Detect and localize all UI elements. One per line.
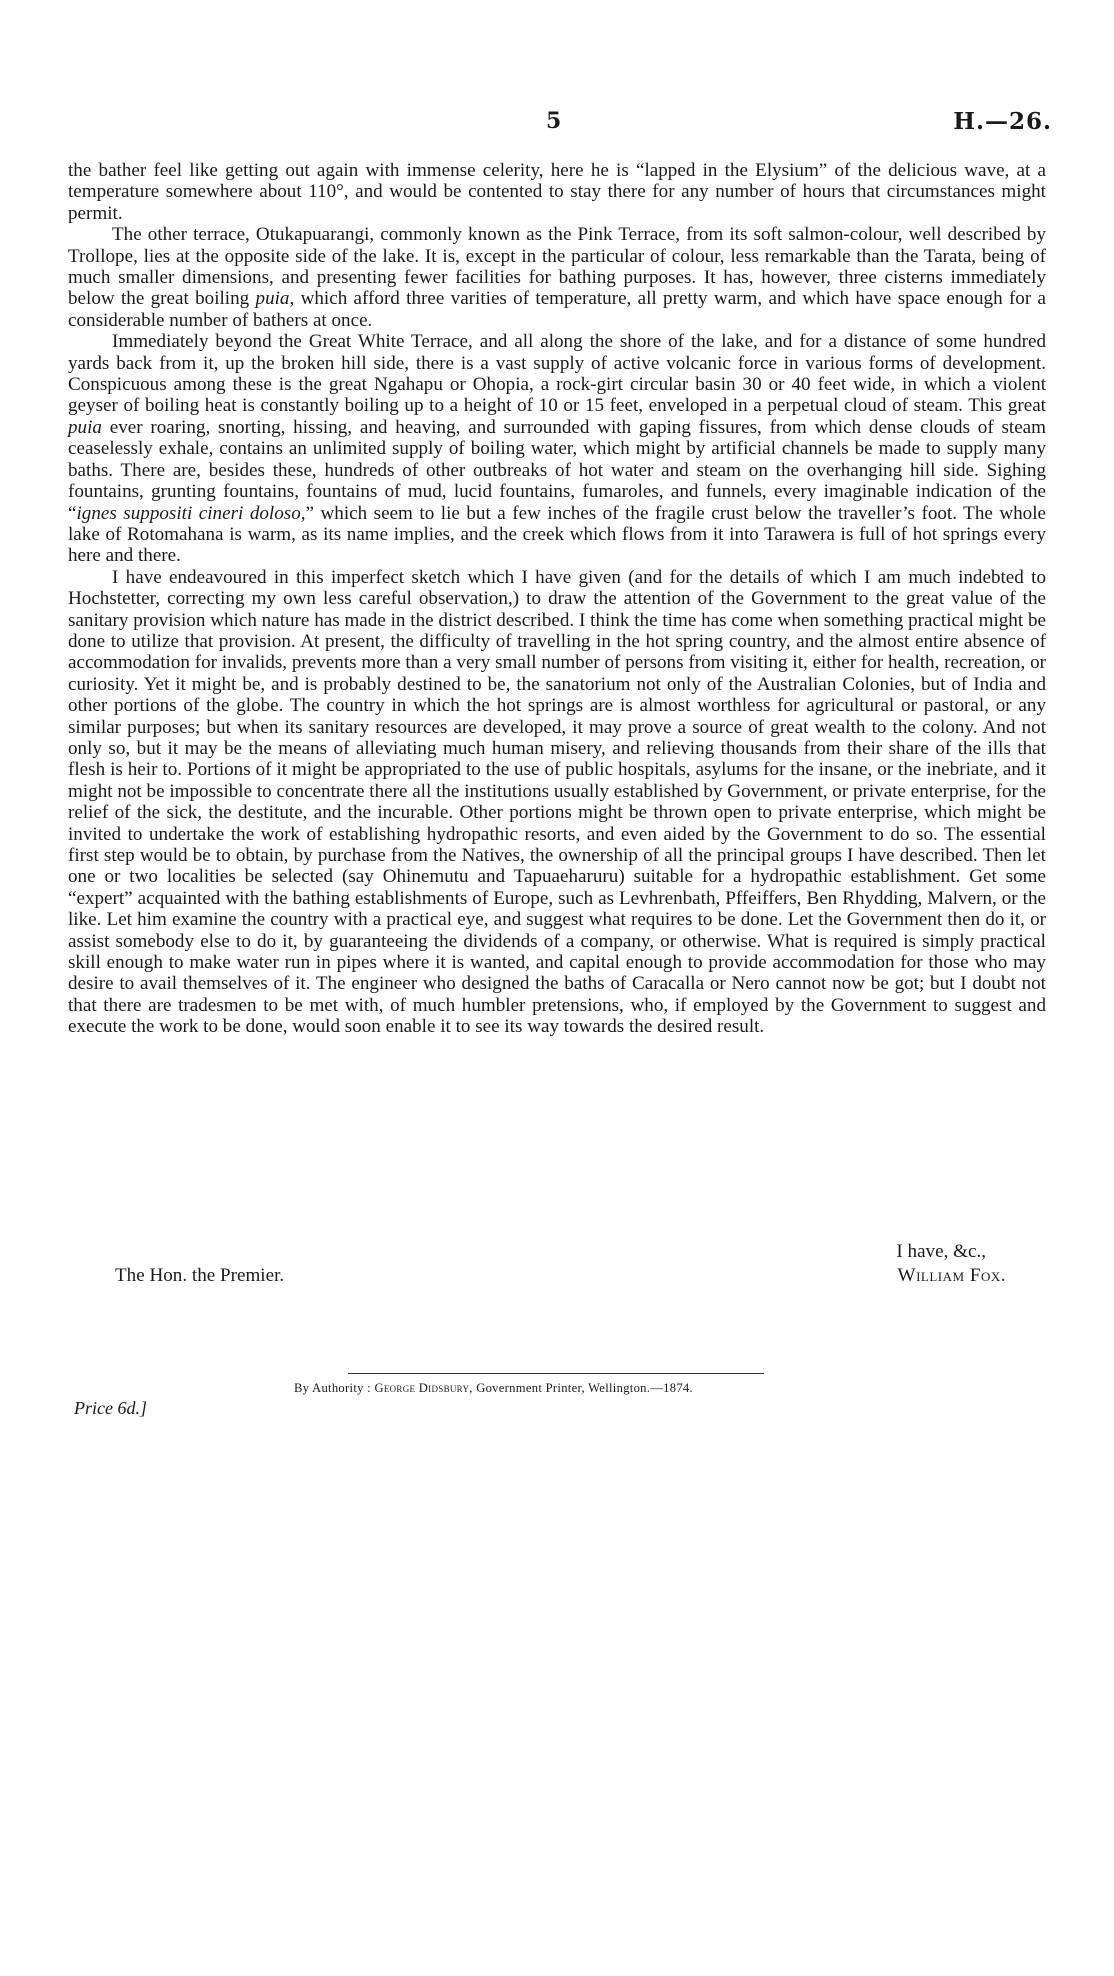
imprint-printer: George Didsbury	[374, 1381, 470, 1395]
body-text	[68, 160, 1046, 1038]
price-note: Price 6d.]	[74, 1398, 147, 1418]
paragraph-text: the bather feel like getting out again with immense celerity, here he is “lapped in the Elysium” of the delicious wave, at a temperature somewhere about 110°, and would be contented to stay there for any number of hours that circumstances might permit.	[68, 160, 1046, 224]
page-number: 5	[546, 108, 562, 134]
document-id: H.—26.	[953, 108, 1052, 135]
italic-term: puia	[68, 416, 102, 438]
footer-rule	[348, 1373, 764, 1374]
closing-line: I have, &c.,	[896, 1241, 986, 1262]
paragraph-text: , which afford three varities of temperature, all pretty warm, and which have space enough for a considerable number of bathers at once.	[68, 288, 1046, 331]
paragraph	[68, 567, 1046, 1038]
paragraph-text: The other terrace, Otukapuarangi, commonly known as the Pink Terrace, from its soft salmon-colour, well described by Trollope, lies at the opposite side of the lake. It is, except in the particular of colour, less remarkable than the Tarata, being of much smaller dimensions, and presenting fewer facilities for bathing purposes. It has, however, three cisterns immediately below the great boiling	[68, 224, 1046, 310]
paragraph-text: ,” which seem to lie but a few inches of the fragile crust below the traveller’s foot. The whole lake of Rotomahana is warm, as its name implies, and the creek which flows from it into Tarawera is full of hot springs every here and there.	[68, 502, 1047, 567]
paragraph	[68, 331, 1046, 566]
addressee: The Hon. the Premier.	[115, 1265, 285, 1286]
paragraph-text: Immediately beyond the Great White Terrace, and all along the shore of the lake, and for a distance of some hundred yards back from it, up the broken hill side, there is a vast supply of active volcanic force in various forms of development. Conspicuous among these is the great Ngahapu or Ohopia, a rock-girt circular basin 30 or 40 feet wide, in which a violent geyser of boiling heat is constantly boiling up to a height of 10 or 15 feet, enveloped in a perpetual cloud of steam. This great	[68, 331, 1046, 417]
paragraph-text: ever roaring, snorting, hissing, and heaving, and surrounded with gaping fissures, from which dense clouds of steam ceaselessly exhale, contains an unlimited supply of boiling water, which might by artificial channels be made to supply many baths. There are, besides these, hundreds of other outbreaks of hot water and steam on the overhanging hill side. Sighing fountains, grunting fountains, fountains of mud, lucid fountains, fumaroles, and funnels, every imaginable indication of the “	[68, 416, 1046, 524]
printer-imprint	[294, 1381, 693, 1396]
imprint-suffix: , Government Printer, Wellington.—1874.	[469, 1381, 693, 1395]
paragraph-text: I have endeavoured in this imperfect sketch which I have given (and for the details of which I am much indebted to Hochstetter, correcting my own less careful observation,) to draw the attention of the Government to the great value of the sanitary provision which nature has made in the district described. I think the time has come when something practical might be done to utilize that provision. At present, the difficulty of travelling in the hot spring country, and the almost entire absence of accommodation for invalids, prevents more than a very small number of persons from visiting it, either for health, recreation, or curiosity. Yet it might be, and is probably destined to be, the sanatorium not only of the Australian Colonies, but of India and other portions of the globe. The country in which the hot springs are is almost worthless for agricultural or pastoral, or any similar purposes; but when its sanitary resources are developed, it may prove a source of great wealth to the colony. And not only so, but it may be the means of alleviating much human misery, and relieving thousands from their share of the ills that flesh is heir to. Portions of it might be appropriated to the use of public hospitals, asylums for the insane, or the inebriate, and it might not be impossible to concentrate there all the institutions usually established by Government, or private enterprise, for the relief of the sick, the destitute, and the incurable. Other portions might be thrown open to private enterprise, which might be invited to undertake the work of establishing hydropathic resorts, and even aided by the Government to do so. The essential first step would be to obtain, by purchase from the Natives, the ownership of all the principal groups I have described. Then let one or two localities be selected (say Ohinemutu and Tapuaeharuru) suitable for a hydropathic establishment. Get some “expert” acquainted with the bathing establishments of Europe, such as Levhrenbath, Pffeiffers, Ben Rhydding, Malvern, or the like. Let him examine the country with a practical eye, and suggest what requires to be done. Let the Government then do it, or assist somebody else to do it, by guaranteeing the dividends of a company, or otherwise. What is required is simply practical skill enough to make water run in pipes where it is wanted, and capital enough to provide accommodation for those who may desire to avail themselves of it. The engineer who designed the baths of Caracalla or Nero cannot now be got; but I doubt not that there are tradesmen to be met with, of much humbler pretensions, who, if employed by the Government to suggest and execute the work to be done, would soon enable it to see its way towards the desired result.	[68, 566, 1046, 1038]
paragraph	[68, 224, 1046, 331]
signature: William Fox.	[897, 1265, 1006, 1286]
paragraph	[68, 160, 1046, 224]
italic-term: ignes suppositi cineri doloso	[76, 502, 301, 524]
italic-term: puia	[255, 288, 290, 310]
imprint-prefix: By Authority :	[294, 1381, 371, 1395]
